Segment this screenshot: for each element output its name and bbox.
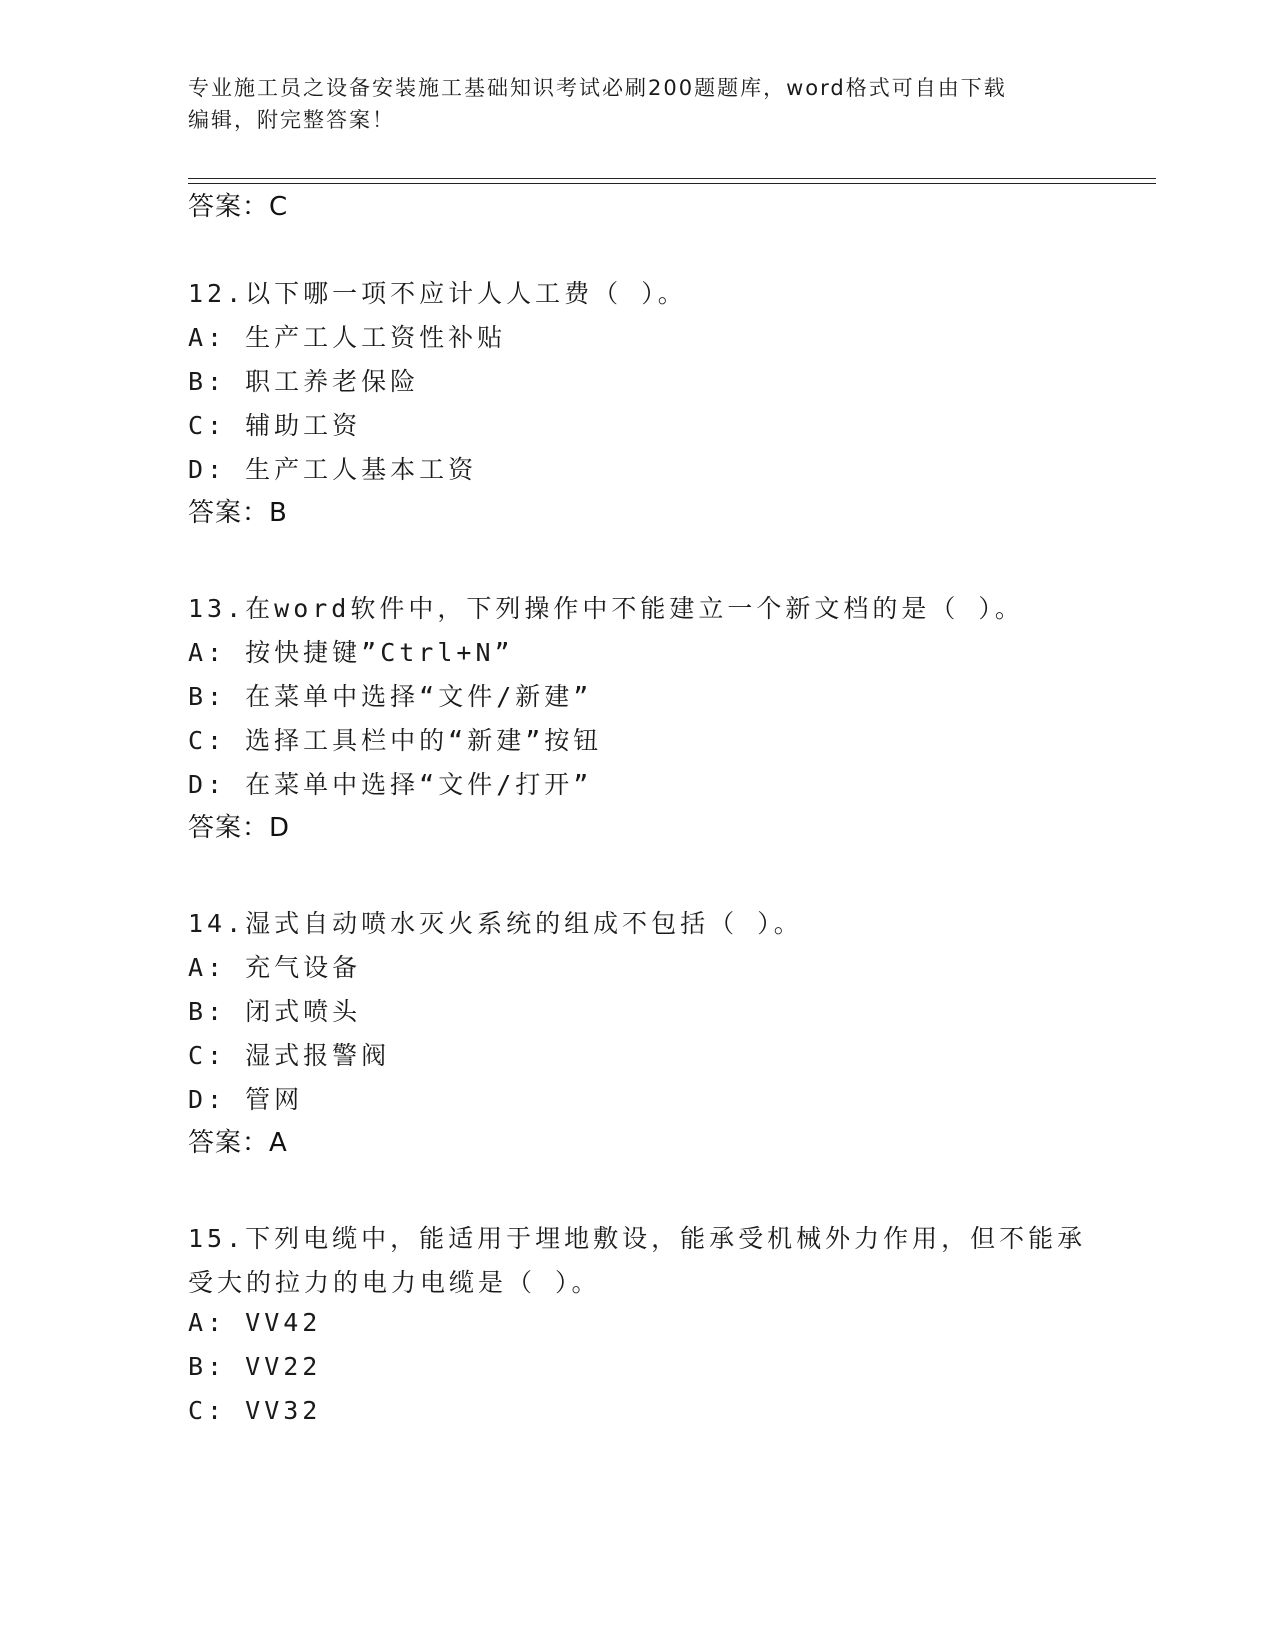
question-15-stem-line-1: 15.下列电缆中，能适用于埋地敷设，能承受机械外力作用，但不能承 (188, 1224, 1087, 1253)
question-13-option-b: B: 在菜单中选择“文件/新建” (188, 682, 593, 711)
question-14-option-a: A: 充气设备 (188, 953, 362, 982)
header-divider (188, 178, 1156, 184)
question-13-option-d: D: 在菜单中选择“文件/打开” (188, 770, 593, 799)
question-13-answer: 答案：D (188, 813, 291, 843)
question-12-option-c: C: 辅助工资 (188, 411, 362, 440)
question-13-stem: 13.在word软件中，下列操作中不能建立一个新文档的是（ ）。 (188, 594, 1024, 623)
question-15-option-b: B: VV22 (188, 1352, 322, 1381)
question-14-option-b: B: 闭式喷头 (188, 997, 362, 1026)
answer-previous: 答案：C (188, 192, 289, 222)
question-12-option-d: D: 生产工人基本工资 (188, 455, 478, 484)
header-line-2: 编辑，附完整答案！ (188, 108, 395, 132)
question-15-stem-line-2: 受大的拉力的电力电缆是（ ）。 (188, 1268, 601, 1297)
question-14-option-d: D: 管网 (188, 1085, 304, 1114)
question-14-option-c: C: 湿式报警阀 (188, 1041, 391, 1070)
header-line-1: 专业施工员之设备安装施工基础知识考试必刷200题题库，word格式可自由下载 (188, 76, 1007, 100)
question-12-answer: 答案：B (188, 498, 288, 528)
question-12-stem: 12.以下哪一项不应计人人工费（ ）。 (188, 279, 687, 308)
question-13-option-c: C: 选择工具栏中的“新建”按钮 (188, 726, 603, 755)
question-15-option-c: C: VV32 (188, 1396, 322, 1425)
question-15-option-a: A: VV42 (188, 1308, 322, 1337)
question-14-answer: 答案：A (188, 1128, 288, 1158)
question-14-stem: 14.湿式自动喷水灭火系统的组成不包括（ ）。 (188, 909, 803, 938)
question-13-option-a: A: 按快捷键”Ctrl+N” (188, 638, 514, 667)
document-header (188, 72, 1068, 136)
question-12-option-a: A: 生产工人工资性补贴 (188, 323, 507, 352)
question-12-option-b: B: 职工养老保险 (188, 367, 420, 396)
